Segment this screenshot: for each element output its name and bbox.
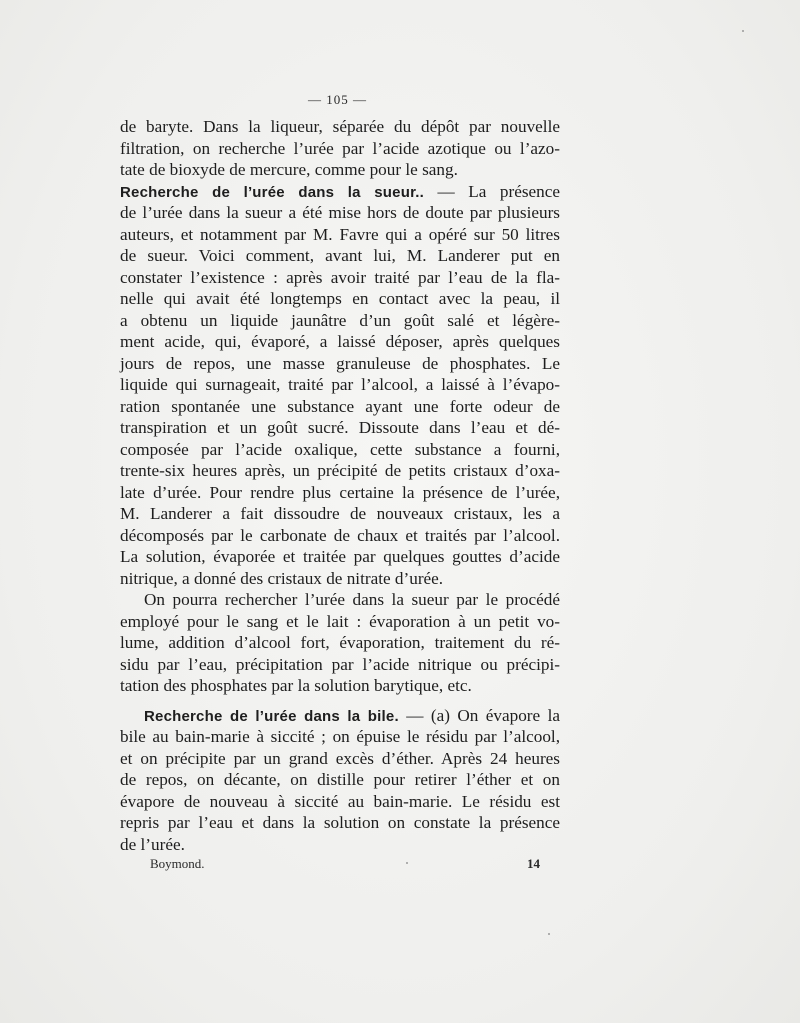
section-heading-sueur: Recherche de l’urée dans la sueur.. [120, 183, 425, 201]
section-heading-line-sueur [120, 181, 560, 203]
heading-tail-sueur: — La présence [424, 181, 560, 201]
text-line: tate de bioxyde de mercure, comme pour le sang. [120, 160, 458, 179]
heading-tail-bile: — (a) On évapore la [398, 705, 560, 725]
text-line: composée par l’acide oxalique, cette substance a fourni, [120, 439, 560, 459]
footer-author: Boymond. [150, 856, 205, 871]
paper-speck [742, 30, 744, 32]
text-line: de l’urée dans la sueur a été mise hors de doute par plusieurs [120, 203, 560, 222]
text-line: lume, addition d’alcool fort, évaporation, traitement du ré- [120, 633, 560, 652]
text-line: filtration, on recherche l’urée par l’acide azotique ou l’azo- [120, 138, 560, 158]
text-line: et on précipite par un grand excès d’éther. Après 24 heures [120, 748, 560, 768]
text-line: auteurs, et notamment par M. Favre qui a opéré sur 50 litres [120, 224, 560, 244]
text-line: de baryte. Dans la liqueur, séparée du dépôt par nouvelle [120, 117, 560, 136]
paper-speck [406, 862, 408, 864]
text-line: nitrique, a donné des cristaux de nitrate d’urée. [120, 568, 444, 588]
text-line: transpiration et un goût sucré. Dissoute dans l’eau et dé- [120, 418, 560, 437]
text-line: nelle qui avait été longtemps en contact avec la peau, il [120, 289, 560, 308]
paragraph-gap [120, 697, 560, 705]
text-line: La solution, évaporée et traitée par quelques gouttes d’acide [120, 547, 560, 566]
text-line: décomposés par le carbonate de chaux et traités par l’alcool. [120, 525, 560, 545]
text-line: de repos, on décante, on distille pour retirer l’éther et on [120, 770, 560, 789]
text-line: ration spontanée une substance ayant une forte odeur de [120, 396, 560, 416]
section-heading-line-bile [120, 705, 560, 727]
text-line: M. Landerer a fait dissoudre de nouveaux cristaux, les a [120, 504, 560, 523]
page-number: — 105 — [308, 92, 367, 107]
signature-mark: 14 [527, 856, 540, 871]
paper-speck [548, 933, 550, 935]
text-line: sidu par l’eau, précipitation par l’acide nitrique ou précipi- [120, 654, 560, 674]
text-line: évapore de nouveau à siccité au bain-marie. Le résidu est [120, 791, 560, 811]
text-line: de l’urée. [120, 834, 185, 854]
text-line: trente-six heures après, un précipité de petits cristaux d’oxa- [120, 461, 560, 480]
text-line: employé pour le sang et le lait : évaporation à un petit vo- [120, 611, 560, 631]
section-heading-bile: Recherche de l’urée dans la bile. [144, 707, 399, 725]
text-line: ment acide, qui, évaporé, a laissé déposer, après quelques [120, 332, 560, 351]
text-line: On pourra rechercher l’urée dans la sueur par le procédé [144, 590, 560, 609]
text-line: tation des phosphates par la solution barytique, etc. [120, 676, 472, 695]
text-line: jours de repos, une masse granuleuse de phosphates. Le [120, 353, 560, 373]
text-line: constater l’existence : après avoir traité par l’eau de la fla- [120, 267, 560, 287]
text-line: liquide qui surnageait, traité par l’alcool, a laissé à l’évapo- [120, 375, 560, 394]
text-line: late d’urée. Pour rendre plus certaine la présence de l’urée, [120, 482, 560, 502]
page-footer [150, 856, 540, 876]
text-line: de sueur. Voici comment, avant lui, M. Landerer put en [120, 246, 560, 265]
body-text [120, 116, 560, 855]
text-line: a obtenu un liquide jaunâtre d’un goût salé et légère- [120, 310, 560, 330]
text-line: bile au bain-marie à siccité ; on épuise le résidu par l’alcool, [120, 727, 560, 746]
text-line: repris par l’eau et dans la solution on constate la présence [120, 813, 560, 832]
